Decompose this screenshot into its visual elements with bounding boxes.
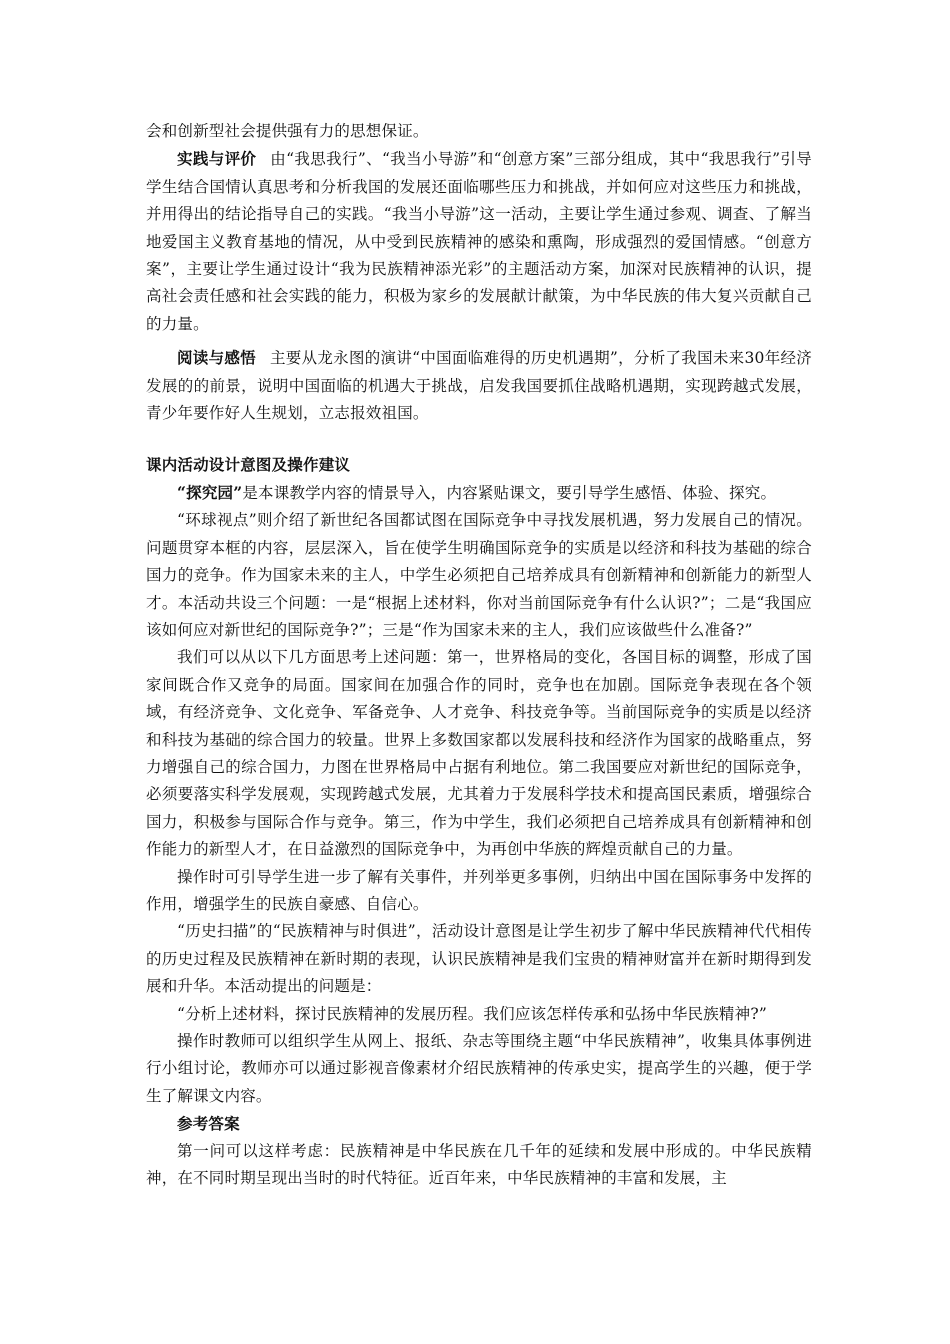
- paragraph-operation-tip: 操作时可引导学生进一步了解有关事件，并列举更多事例，归纳出中国在国际事务中发挥的作用，增强学生的民族自豪感、自信心。: [146, 867, 812, 913]
- paragraph-teacher-operation: 操作时教师可以组织学生从网上、报纸、杂志等围绕主题“中华民族精神”，收集具体事例进行小组讨论，教师亦可以通过影视音像素材介绍民族精神的传承史实，提高学生的兴趣，便于学生了解课文内容。: [146, 1032, 812, 1105]
- paragraph-practice-evaluation: [146, 145, 812, 338]
- paragraph-thinking-points: 我们可以从以下几方面思考上述问题：第一，世界格局的变化，各国目标的调整，形成了国家间既合作又竞争的局面。国家间在加强合作的同时，竞争也在加剧。国际竞争表现在各个领域，有经济竞争、文化竞争、军备竞争、人才竞争、科技竞争等。当前国际竞争的实质是以经济和科技为基础的综合国力的较量。世界上多数国家都以发展科技和经济作为国家的战略重点，努力增强自己的综合国力，力图在世界格局中占据有利地位。第二我国要应对新世纪的国际竞争，必须要落实科学发展观，实现跨越式发展，尤其着力于发展科学技术和提高国民素质，增强综合国力，积极参与国际合作与竞争。第三，作为中学生，我们必须把自己培养成具有创新精神和创作能力的新型人才，在日益激烈的国际竞争中，为再创中华族的辉煌贡献自己的力量。: [146, 648, 812, 859]
- reading-reflection-text: 主要从龙永图的演讲“中国面临难得的历史机遇期”，分析了我国未来30年经济发展的的前景，说明中国面临的机遇大于挑战，启发我国要抓住战略机遇期，实现跨越式发展，青少年要作好人生规划，立志报效祖国。: [146, 349, 812, 423]
- practice-evaluation-title: 实践与评价: [177, 149, 257, 169]
- exploration-garden-title: “探究园”: [177, 482, 243, 502]
- document-page: [146, 118, 812, 1192]
- paragraph-question: “分析上述材料，探讨民族精神的发展历程。我们应该怎样传承和弘扬中华民族精神?”: [177, 1004, 767, 1023]
- spacer: [146, 427, 812, 451]
- paragraph-answer-first: 第一问可以这样考虑：民族精神是中华民族在几千年的延续和发展中形成的。中华民族精神，在不同时期呈现出当时的时代特征。近百年来，中华民族精神的丰富和发展，主: [146, 1141, 812, 1188]
- paragraph-global-view: “环球视点”则介绍了新世纪各国都试图在国际竞争中寻找发展机遇，努力发展自己的情况。问题贯穿本框的内容，层层深入，旨在使学生明确国际竞争的实质是以经济和科技为基础的综合国力的竞争。作为国家未来的主人，中学生必须把自己培养成具有创新精神和创新能力的新型人才。本活动共设三个问题：一是“根据上述材料，你对当前国际竞争有什么认识?”；二是“我国应该如何应对新世纪的国际竞争?”；三是“作为国家未来的主人，我们应该做些什么准备?”: [146, 511, 812, 639]
- paragraph-history-scan: “历史扫描”的“民族精神与时俱进”，活动设计意图是让学生初步了解中华民族精神代代相传的历史过程及民族精神在新时期的表现，认识民族精神是我们宝贵的精神财富并在新时期得到发展和升华。本活动提出的问题是：: [146, 922, 812, 996]
- practice-evaluation-text: 由“我思我行”、“我当小导游”和“创意方案”三部分组成，其中“我思我行”引导学生结合国情认真思考和分析我国的发展还面临哪些压力和挑战，并如何应对这些压力和挑战，并用得出的结论指导自己的实践。“我当小导游”这一活动，主要让学生通过参观、调查、了解当地爱国主义教育基地的情况，从中受到民族精神的感染和熏陶，形成强烈的爱国情感。“创意方案”，主要让学生通过设计“我为民族精神添光彩”的主题活动方案，加深对民族精神的认识，提高社会责任感和社会实践的能力，积极为家乡的发展献计献策，为中华民族的伟大复兴贡献自己的力量。: [146, 150, 812, 333]
- paragraph-exploration-garden: [146, 479, 812, 507]
- reading-reflection-title: 阅读与感悟: [177, 348, 256, 368]
- section-heading: 课内活动设计意图及操作建议: [146, 455, 351, 475]
- exploration-garden-text: 是本课教学内容的情景导入，内容紧贴课文，要引导学生感悟、体验、探究。: [242, 483, 777, 502]
- reference-answer-heading: 参考答案: [177, 1114, 240, 1134]
- paragraph-reading-reflection: [146, 344, 812, 427]
- paragraph-intro-ending: 会和创新型社会提供强有力的思想保证。: [146, 122, 429, 140]
